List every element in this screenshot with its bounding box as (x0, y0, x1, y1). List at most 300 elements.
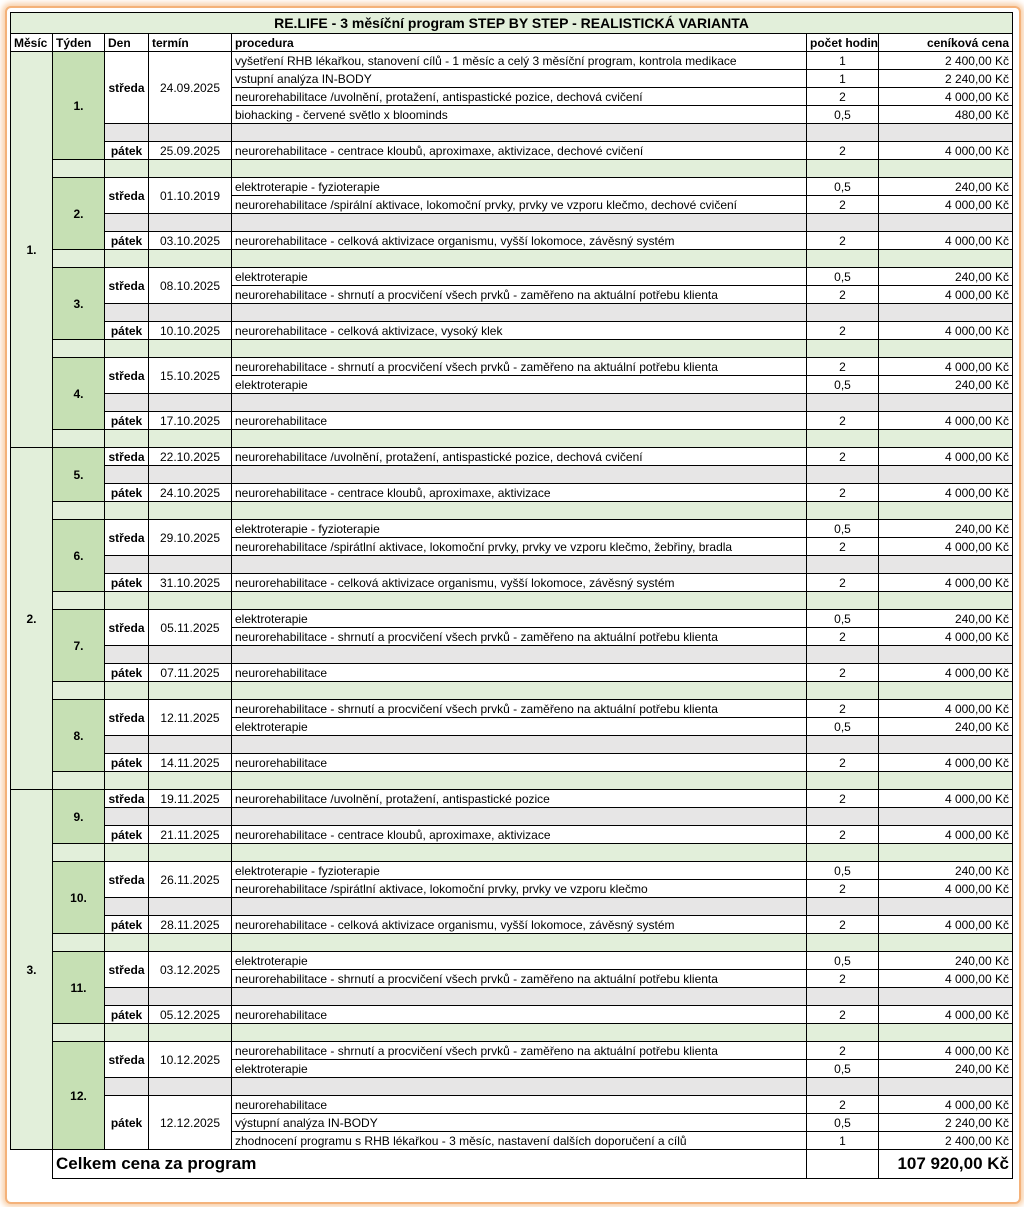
empty-cell (149, 736, 232, 754)
hours-cell: 0,5 (807, 1114, 879, 1132)
hours-cell: 2 (807, 142, 879, 160)
price-cell: 2 400,00 Kč (879, 52, 1013, 70)
table-row (11, 754, 1013, 772)
hours-cell: 0,5 (807, 610, 879, 628)
month-label: 2. (11, 448, 53, 790)
empty-cell (807, 682, 879, 700)
empty-cell (149, 250, 232, 268)
separator-row (11, 556, 1013, 574)
procedure-cell: neurorehabilitace - celková aktivizace organismu, vyšší lokomoce, závěsný systém (232, 916, 807, 934)
price-cell: 4 000,00 Kč (879, 484, 1013, 502)
table-row (11, 142, 1013, 160)
empty-cell (105, 772, 149, 790)
empty-cell (105, 430, 149, 448)
empty-cell (232, 646, 807, 664)
empty-cell (105, 502, 149, 520)
empty-cell (879, 304, 1013, 322)
hours-cell: 0,5 (807, 718, 879, 736)
procedure-cell: elektroterapie - fyzioterapie (232, 862, 807, 880)
week-separator-row (11, 1024, 1013, 1042)
empty-cell (53, 1024, 105, 1042)
price-cell: 4 000,00 Kč (879, 412, 1013, 430)
procedure-cell: elektroterapie (232, 376, 807, 394)
empty-cell (807, 592, 879, 610)
empty-cell (879, 214, 1013, 232)
week-label: 8. (53, 700, 105, 772)
empty-cell (232, 1078, 807, 1096)
date-cell: 31.10.2025 (149, 574, 232, 592)
procedure-cell: elektroterapie (232, 952, 807, 970)
empty-cell (149, 214, 232, 232)
date-cell: 28.11.2025 (149, 916, 232, 934)
empty-cell (53, 592, 105, 610)
date-cell: 03.10.2025 (149, 232, 232, 250)
week-separator-row (11, 430, 1013, 448)
price-cell: 4 000,00 Kč (879, 88, 1013, 106)
procedure-cell: elektroterapie - fyzioterapie (232, 178, 807, 196)
empty-cell (53, 772, 105, 790)
hours-cell: 2 (807, 358, 879, 376)
empty-cell (149, 556, 232, 574)
empty-cell (105, 1024, 149, 1042)
price-cell: 4 000,00 Kč (879, 538, 1013, 556)
hours-cell: 2 (807, 628, 879, 646)
price-cell: 4 000,00 Kč (879, 628, 1013, 646)
procedure-cell: elektroterapie (232, 268, 807, 286)
empty-cell (232, 394, 807, 412)
week-label: 3. (53, 268, 105, 340)
week-label: 11. (53, 952, 105, 1024)
empty-cell (879, 502, 1013, 520)
separator-row (11, 124, 1013, 142)
procedure-cell: neurorehabilitace - shrnutí a procvičení všech prvků - zaměřeno na aktuální potřebu klienta (232, 628, 807, 646)
empty-cell (807, 340, 879, 358)
empty-cell (149, 682, 232, 700)
date-cell: 14.11.2025 (149, 754, 232, 772)
date-cell: 10.10.2025 (149, 322, 232, 340)
header-price: ceníková cena (879, 34, 1013, 52)
day-label: pátek (105, 484, 149, 502)
procedure-cell: neurorehabilitace - shrnutí a procvičení všech prvků - zaměřeno na aktuální potřebu klienta (232, 700, 807, 718)
day-label: středa (105, 268, 149, 304)
procedure-cell: neurorehabilitace /uvolnění, protažení, antispastické pozice, dechová cvičení (232, 88, 807, 106)
empty-cell (53, 682, 105, 700)
week-separator-row (11, 772, 1013, 790)
empty-cell (879, 808, 1013, 826)
month-label: 1. (11, 52, 53, 448)
table-row (11, 1042, 1013, 1060)
hours-cell: 0,5 (807, 376, 879, 394)
procedure-cell: neurorehabilitace /spirátlní aktivace, lokomoční prvky, prvky ve vzporu klečmo, žebřiny, bradla (232, 538, 807, 556)
price-cell: 4 000,00 Kč (879, 700, 1013, 718)
table-row (11, 52, 1013, 70)
day-label: středa (105, 52, 149, 124)
hours-cell: 2 (807, 484, 879, 502)
empty-cell (232, 304, 807, 322)
date-cell: 03.12.2025 (149, 952, 232, 988)
price-cell: 240,00 Kč (879, 1060, 1013, 1078)
price-cell: 4 000,00 Kč (879, 286, 1013, 304)
separator-row (11, 214, 1013, 232)
price-cell: 240,00 Kč (879, 718, 1013, 736)
date-cell: 10.12.2025 (149, 1042, 232, 1078)
price-cell: 4 000,00 Kč (879, 970, 1013, 988)
empty-cell (879, 646, 1013, 664)
procedure-cell: neurorehabilitace (232, 412, 807, 430)
empty-cell (105, 898, 149, 916)
empty-cell (879, 934, 1013, 952)
price-cell: 4 000,00 Kč (879, 1096, 1013, 1114)
separator-row (11, 394, 1013, 412)
table-row (11, 448, 1013, 466)
day-label: pátek (105, 574, 149, 592)
empty-cell (105, 646, 149, 664)
month-label: 3. (11, 790, 53, 1150)
week-separator-row (11, 682, 1013, 700)
day-label: středa (105, 178, 149, 214)
empty-cell (879, 988, 1013, 1006)
empty-cell (232, 844, 807, 862)
procedure-cell: vstupní analýza IN-BODY (232, 70, 807, 88)
hours-cell: 2 (807, 538, 879, 556)
empty-cell (149, 340, 232, 358)
hours-cell: 1 (807, 70, 879, 88)
hours-cell: 2 (807, 412, 879, 430)
price-cell: 4 000,00 Kč (879, 826, 1013, 844)
table-row (11, 574, 1013, 592)
hours-cell: 0,5 (807, 178, 879, 196)
price-cell: 4 000,00 Kč (879, 232, 1013, 250)
date-cell: 05.11.2025 (149, 610, 232, 646)
hours-cell: 2 (807, 1006, 879, 1024)
procedure-cell: neurorehabilitace - celková aktivizace organismu, vyšší lokomoce, závěsný systém (232, 232, 807, 250)
empty-cell (232, 124, 807, 142)
table-row (11, 520, 1013, 538)
procedure-cell: neurorehabilitace /spirální aktivace, lokomoční prvky, prvky ve vzporu klečmo, dechové cvičení (232, 196, 807, 214)
empty-cell (149, 988, 232, 1006)
hours-cell: 1 (807, 52, 879, 70)
hours-cell: 2 (807, 880, 879, 898)
header-day: Den (105, 34, 149, 52)
date-cell: 08.10.2025 (149, 268, 232, 304)
procedure-cell: neurorehabilitace - celková aktivizace organismu, vyšší lokomoce, závěsný systém (232, 574, 807, 592)
day-label: pátek (105, 754, 149, 772)
date-cell: 19.11.2025 (149, 790, 232, 808)
header-month: Měsíc (11, 34, 53, 52)
week-label: 7. (53, 610, 105, 682)
table-row (11, 790, 1013, 808)
empty-cell (53, 340, 105, 358)
empty-cell (105, 340, 149, 358)
header-week: Týden (53, 34, 105, 52)
table-row (11, 322, 1013, 340)
empty-cell (105, 808, 149, 826)
procedure-cell: neurorehabilitace - celková aktivizace, vysoký klek (232, 322, 807, 340)
price-cell: 480,00 Kč (879, 106, 1013, 124)
day-label: středa (105, 1042, 149, 1078)
empty-cell (879, 160, 1013, 178)
day-label: středa (105, 862, 149, 898)
empty-cell (105, 736, 149, 754)
day-label: pátek (105, 322, 149, 340)
hours-cell: 0,5 (807, 106, 879, 124)
empty-cell (149, 934, 232, 952)
day-label: středa (105, 700, 149, 736)
day-label: středa (105, 358, 149, 394)
week-label: 12. (53, 1042, 105, 1150)
empty-cell (232, 682, 807, 700)
procedure-cell: vyšetření RHB lékařkou, stanovení cílů - 1 měsíc a celý 3 měsíční program, kontrola medikace (232, 52, 807, 70)
empty-cell (232, 736, 807, 754)
empty-cell (807, 502, 879, 520)
price-cell: 4 000,00 Kč (879, 322, 1013, 340)
hours-cell: 2 (807, 574, 879, 592)
day-label: pátek (105, 232, 149, 250)
empty-cell (149, 304, 232, 322)
hours-cell: 2 (807, 754, 879, 772)
hours-cell: 2 (807, 700, 879, 718)
total-row (11, 1150, 1013, 1179)
date-cell: 07.11.2025 (149, 664, 232, 682)
empty-cell (105, 682, 149, 700)
empty-cell (232, 988, 807, 1006)
empty-cell (105, 466, 149, 484)
price-cell: 2 240,00 Kč (879, 1114, 1013, 1132)
empty-cell (807, 124, 879, 142)
header-procedure: procedura (232, 34, 807, 52)
empty-cell (807, 1024, 879, 1042)
day-label: středa (105, 952, 149, 988)
table-row (11, 268, 1013, 286)
empty-cell (105, 124, 149, 142)
price-cell: 4 000,00 Kč (879, 448, 1013, 466)
empty-cell (149, 1024, 232, 1042)
price-cell: 4 000,00 Kč (879, 916, 1013, 934)
empty-cell (232, 340, 807, 358)
empty-cell (53, 934, 105, 952)
procedure-cell: neurorehabilitace - shrnutí a procvičení všech prvků - zaměřeno na aktuální potřebu klienta (232, 970, 807, 988)
empty-cell (879, 736, 1013, 754)
separator-row (11, 304, 1013, 322)
empty-cell (232, 772, 807, 790)
hours-cell: 0,5 (807, 268, 879, 286)
empty-cell (105, 250, 149, 268)
price-cell: 4 000,00 Kč (879, 1042, 1013, 1060)
price-cell: 240,00 Kč (879, 178, 1013, 196)
week-separator-row (11, 160, 1013, 178)
price-cell: 4 000,00 Kč (879, 754, 1013, 772)
empty-cell (149, 160, 232, 178)
price-cell: 240,00 Kč (879, 952, 1013, 970)
empty-cell (879, 124, 1013, 142)
procedure-cell: elektroterapie (232, 1060, 807, 1078)
empty-cell (807, 646, 879, 664)
day-label: středa (105, 448, 149, 466)
empty-cell (149, 394, 232, 412)
hours-cell: 0,5 (807, 952, 879, 970)
empty-cell (105, 394, 149, 412)
hours-cell: 2 (807, 970, 879, 988)
week-label: 6. (53, 520, 105, 592)
empty-cell (232, 214, 807, 232)
table-row (11, 664, 1013, 682)
total-label: Celkem cena za program (53, 1150, 807, 1179)
procedure-cell: neurorehabilitace (232, 1096, 807, 1114)
price-cell: 240,00 Kč (879, 376, 1013, 394)
table-row (11, 484, 1013, 502)
table-row (11, 916, 1013, 934)
week-label: 4. (53, 358, 105, 430)
empty-cell (807, 772, 879, 790)
empty-cell (807, 1078, 879, 1096)
week-separator-row (11, 502, 1013, 520)
separator-row (11, 988, 1013, 1006)
separator-row (11, 808, 1013, 826)
empty-cell (232, 466, 807, 484)
table-row (11, 412, 1013, 430)
week-separator-row (11, 250, 1013, 268)
week-label: 5. (53, 448, 105, 502)
week-label: 9. (53, 790, 105, 844)
hours-cell: 2 (807, 1042, 879, 1060)
header-hours: počet hodin (807, 34, 879, 52)
price-cell: 240,00 Kč (879, 862, 1013, 880)
empty-cell (807, 988, 879, 1006)
empty-cell (53, 844, 105, 862)
day-label: středa (105, 520, 149, 556)
procedure-cell: neurorehabilitace - shrnutí a procvičení všech prvků - zaměřeno na aktuální potřebu klienta (232, 1042, 807, 1060)
procedure-cell: výstupní analýza IN-BODY (232, 1114, 807, 1132)
date-cell: 05.12.2025 (149, 1006, 232, 1024)
header-row (11, 34, 1013, 52)
empty-cell (879, 772, 1013, 790)
hours-cell: 1 (807, 1132, 879, 1150)
procedure-cell: elektroterapie - fyzioterapie (232, 520, 807, 538)
total-value: 107 920,00 Kč (879, 1150, 1013, 1179)
empty-cell (807, 934, 879, 952)
empty-cell (149, 808, 232, 826)
price-cell: 4 000,00 Kč (879, 1006, 1013, 1024)
empty-cell (879, 1078, 1013, 1096)
empty-cell (232, 898, 807, 916)
empty-cell (879, 340, 1013, 358)
hours-cell: 2 (807, 232, 879, 250)
table-row (11, 700, 1013, 718)
hours-cell: 2 (807, 916, 879, 934)
program-table (10, 12, 1013, 1179)
price-cell: 240,00 Kč (879, 268, 1013, 286)
empty-cell (232, 556, 807, 574)
hours-cell: 2 (807, 196, 879, 214)
date-cell: 21.11.2025 (149, 826, 232, 844)
empty-cell (807, 394, 879, 412)
empty-cell (53, 160, 105, 178)
empty-cell (879, 1024, 1013, 1042)
empty-cell (105, 304, 149, 322)
price-cell: 4 000,00 Kč (879, 880, 1013, 898)
price-cell: 2 400,00 Kč (879, 1132, 1013, 1150)
empty-cell (105, 592, 149, 610)
procedure-cell: neurorehabilitace - centrace kloubů, aproximaxe, aktivizace (232, 826, 807, 844)
table-row (11, 1006, 1013, 1024)
empty-cell (149, 844, 232, 862)
table-row (11, 862, 1013, 880)
empty-cell (879, 430, 1013, 448)
procedure-cell: neurorehabilitace /uvolnění, protažení, antispastické pozice (232, 790, 807, 808)
price-cell: 240,00 Kč (879, 610, 1013, 628)
empty-cell (149, 592, 232, 610)
price-cell: 240,00 Kč (879, 520, 1013, 538)
price-cell: 2 240,00 Kč (879, 70, 1013, 88)
date-cell: 24.09.2025 (149, 52, 232, 124)
empty-cell (807, 808, 879, 826)
procedure-cell: zhodnocení programu s RHB lékařkou - 3 měsíc, nastavení dalších doporučení a cílů (232, 1132, 807, 1150)
procedure-cell: neurorehabilitace - centrace kloubů, aproximaxe, aktivizace, dechové cvičení (232, 142, 807, 160)
day-label: pátek (105, 826, 149, 844)
empty-cell (232, 430, 807, 448)
empty-cell (232, 1024, 807, 1042)
week-separator-row (11, 844, 1013, 862)
procedure-cell: biohacking - červené světlo x bloominds (232, 106, 807, 124)
day-label: pátek (105, 1096, 149, 1150)
empty-cell (807, 1150, 879, 1179)
hours-cell: 2 (807, 448, 879, 466)
price-cell: 4 000,00 Kč (879, 358, 1013, 376)
procedure-cell: neurorehabilitace - centrace kloubů, aproximaxe, aktivizace (232, 484, 807, 502)
empty-cell (149, 646, 232, 664)
week-label: 2. (53, 178, 105, 250)
empty-cell (11, 1150, 53, 1179)
hours-cell: 2 (807, 286, 879, 304)
date-cell: 01.10.2019 (149, 178, 232, 214)
empty-cell (879, 466, 1013, 484)
empty-cell (105, 214, 149, 232)
day-label: středa (105, 610, 149, 646)
separator-row (11, 646, 1013, 664)
empty-cell (53, 502, 105, 520)
procedure-cell: elektroterapie (232, 610, 807, 628)
empty-cell (149, 124, 232, 142)
empty-cell (879, 592, 1013, 610)
table-row (11, 610, 1013, 628)
empty-cell (149, 466, 232, 484)
table-title: RE.LIFE - 3 měsíční program STEP BY STEP - REALISTICKÁ VARIANTA (11, 13, 1013, 34)
hours-cell: 0,5 (807, 520, 879, 538)
procedure-cell: elektroterapie (232, 718, 807, 736)
procedure-cell: neurorehabilitace - shrnutí a procvičení všech prvků - zaměřeno na aktuální potřebu klienta (232, 286, 807, 304)
empty-cell (53, 430, 105, 448)
separator-row (11, 466, 1013, 484)
hours-cell: 0,5 (807, 862, 879, 880)
empty-cell (807, 214, 879, 232)
procedure-cell: neurorehabilitace (232, 754, 807, 772)
hours-cell: 2 (807, 88, 879, 106)
hours-cell: 2 (807, 826, 879, 844)
week-separator-row (11, 340, 1013, 358)
table-row (11, 952, 1013, 970)
empty-cell (105, 844, 149, 862)
empty-cell (105, 1078, 149, 1096)
week-separator-row (11, 592, 1013, 610)
table-row (11, 232, 1013, 250)
empty-cell (105, 988, 149, 1006)
hours-cell: 2 (807, 1096, 879, 1114)
procedure-cell: neurorehabilitace /spirátlní aktivace, lokomoční prvky, prvky ve vzporu klečmo (232, 880, 807, 898)
day-label: pátek (105, 916, 149, 934)
date-cell: 25.09.2025 (149, 142, 232, 160)
table-row (11, 1096, 1013, 1114)
price-cell: 4 000,00 Kč (879, 142, 1013, 160)
